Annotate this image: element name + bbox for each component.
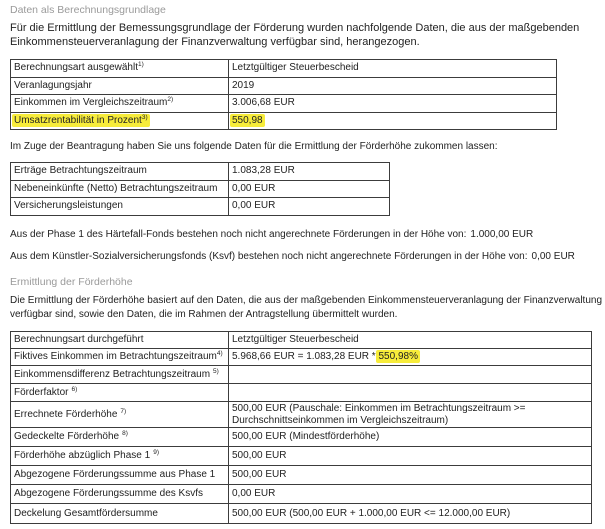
row-value: 500,00 EUR (Mindestförderhöhe) [229, 428, 592, 447]
table-row [11, 180, 390, 198]
row-label [11, 366, 229, 384]
row-value-empty [229, 384, 592, 402]
phase1-text: Aus der Phase 1 des Härtefall-Fonds bestehen noch nicht angerechnete Förderungen in der Höhe von: [10, 229, 467, 240]
row-value: 500,00 EUR [229, 447, 592, 466]
table-row [11, 366, 592, 384]
phase1-note [10, 228, 533, 242]
table-row [11, 198, 390, 216]
ksvf-amount: 0,00 EUR [531, 251, 575, 262]
row-value: 0,00 EUR [229, 198, 390, 216]
row-value [229, 112, 557, 130]
label-text: Einkommen im Vergleichszeitraum [14, 97, 168, 109]
row-value: Letztgültiger Steuerbescheid [229, 60, 557, 78]
highlight-marker [12, 114, 150, 127]
table-row [11, 95, 557, 113]
section-heading-data-basis: Daten als Berechnungsgrundlage [10, 4, 166, 16]
row-label [11, 402, 229, 428]
row-label: Berechnungsart durchgeführt [11, 332, 229, 349]
phase1-amount: 1.000,00 EUR [470, 229, 534, 240]
row-value-empty [229, 366, 592, 384]
row-value: 500,00 EUR (Pauschale: Einkommen im Betrachtungszeitraum >= Durchschnittseinkommen im Vergleichszeitraum) [229, 402, 592, 428]
footnote-marker: 9) [153, 449, 159, 456]
footnote-marker: 3) [141, 113, 148, 121]
row-value: 500,00 EUR (500,00 EUR + 1.000,00 EUR <= 12.000,00 EUR) [229, 504, 592, 524]
footnote-marker: 4) [216, 350, 223, 357]
funding-calculation-intro: Die Ermittlung der Förderhöhe basiert auf den Daten, die aus der maßgebenden Einkommensteuerveranlagung der Finanzverwaltung verfügbar sind, sowie den Daten, die im Rahmen der Antragstellung übermittelt wurden. [10, 295, 603, 320]
formula-text: 5.968,66 EUR = 1.083,28 EUR * [232, 351, 376, 362]
table-row [11, 112, 557, 130]
row-label: Deckelung Gesamtfördersumme [11, 504, 229, 524]
basis-data-table [10, 59, 557, 130]
table-row [11, 485, 592, 504]
label-text: Errechnete Förderhöhe [14, 408, 118, 420]
row-label [11, 428, 229, 447]
row-label [11, 112, 229, 130]
label-text: Fiktives Einkommen im Betrachtungszeitraum [14, 351, 217, 362]
table-row [11, 402, 592, 428]
application-data-intro: Im Zuge der Beantragung haben Sie uns folgende Daten für die Ermittlung der Förderhöhe zukommen lassen: [10, 141, 498, 152]
table-row [11, 428, 592, 447]
row-label [11, 384, 229, 402]
footnote-marker: 6) [71, 385, 78, 393]
row-label [11, 60, 229, 78]
application-data-table [10, 162, 390, 216]
row-label [11, 77, 229, 95]
section-heading-funding-calculation: Ermittlung der Förderhöhe [10, 276, 133, 288]
row-value: 0,00 EUR [229, 180, 390, 198]
row-label: Abgezogene Förderungssumme aus Phase 1 [11, 466, 229, 485]
row-value [229, 349, 592, 366]
row-value: 500,00 EUR [229, 466, 592, 485]
table-row [11, 163, 390, 181]
data-basis-intro: Für die Ermittlung der Bemessungsgrundlage der Förderung wurden nachfolgende Daten, die aus der maßgebenden Einkommensteuerveranlagung der Finanzverwaltung verfügbar sind, herangezogen. [10, 22, 580, 48]
row-label [11, 447, 229, 466]
footnote-marker: 2) [167, 96, 174, 104]
footnote-marker: 1) [137, 61, 144, 69]
row-label: Erträge Betrachtungszeitraum [11, 163, 229, 181]
table-row [11, 466, 592, 485]
row-value: Letztgültiger Steuerbescheid [229, 332, 592, 349]
label-text: Veranlagungsjahr [14, 79, 92, 91]
row-label: Abgezogene Förderungssumme des Ksvfs [11, 485, 229, 504]
footnote-marker: 8) [122, 430, 128, 437]
row-value: 2019 [229, 77, 557, 95]
highlighted-value: 550,98% [378, 351, 418, 362]
label-text: Förderfaktor [14, 386, 69, 398]
table-row [11, 504, 592, 524]
label-text: Förderhöhe abzüglich Phase 1 [14, 450, 151, 461]
row-label [11, 349, 229, 366]
table-row [11, 60, 557, 78]
ksvf-note [10, 250, 575, 264]
funding-calculation-table [10, 331, 592, 524]
row-label [11, 95, 229, 113]
footnote-marker: 7) [120, 407, 127, 415]
label-text: Umsatzrentabilität in Prozent [14, 114, 142, 126]
label-text: Gedeckelte Förderhöhe [14, 431, 120, 442]
table-row [11, 447, 592, 466]
row-label: Nebeneinkünfte (Netto) Betrachtungszeitraum [11, 180, 229, 198]
row-value: 0,00 EUR [229, 485, 592, 504]
row-value: 1.083,28 EUR [229, 163, 390, 181]
table-row [11, 384, 592, 402]
table-row [11, 77, 557, 95]
highlighted-value: 550,98 [232, 114, 263, 126]
ksvf-text: Aus dem Künstler-Sozialversicherungsfonds (Ksvf) bestehen noch nicht angerechnete Förderungen in der Höhe von: [10, 251, 528, 262]
label-text: Einkommensdifferenz Betrachtungszeitraum [14, 368, 211, 380]
table-row [11, 332, 592, 349]
row-label: Versicherungsleistungen [11, 198, 229, 216]
label-text: Berechnungsart ausgewählt [14, 62, 138, 74]
footnote-marker: 5) [213, 367, 219, 375]
row-value: 3.006,68 EUR [229, 95, 557, 113]
table-row [11, 349, 592, 366]
